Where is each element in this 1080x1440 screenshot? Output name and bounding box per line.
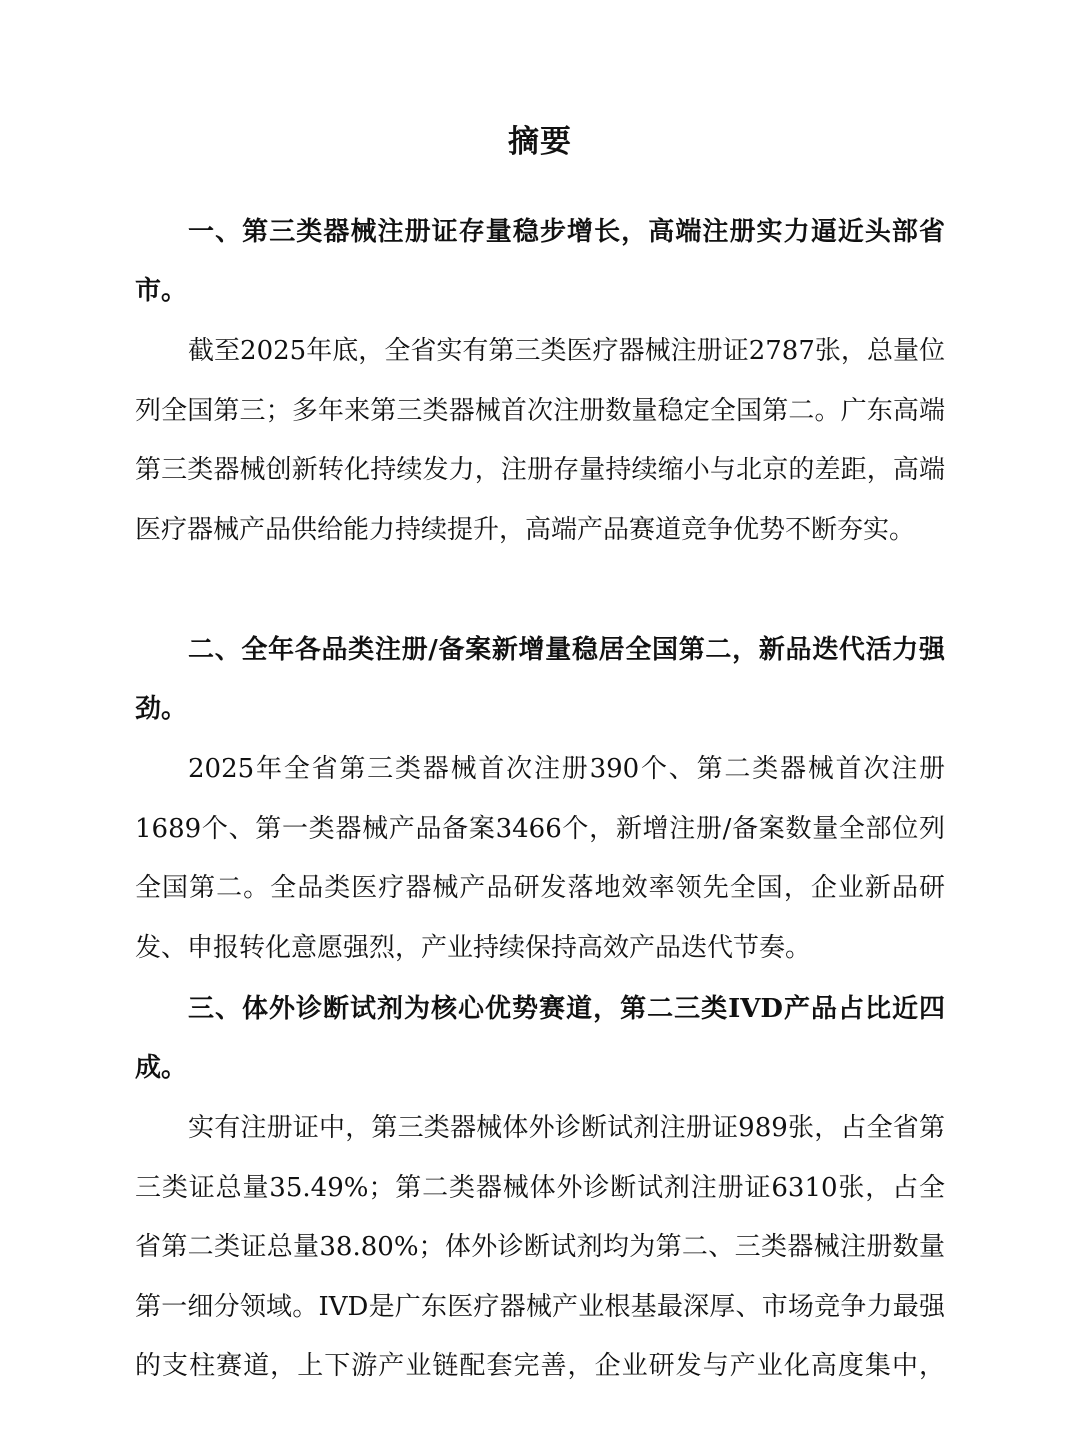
section-paragraph: 截至2025年底，全省实有第三类医疗器械注册证2787张，总量位列全国第三；多年来第三类器械首次注册数量稳定全国第二。广东高端第三类器械创新转化持续发力，注册存量持续缩小与北京的差距，高端医疗器械产品供给能力持续提升，高端产品赛道竞争优势不断夯实。: [135, 336, 945, 545]
section-3: [135, 980, 945, 1397]
page-title: 摘要: [508, 124, 572, 160]
section-paragraph: 实有注册证中，第三类器械体外诊断试剂注册证989张，占全省第三类证总量35.49%；第二类器械体外诊断试剂注册证6310张，占全省第二类证总量38.80%；体外诊断试剂均为第二、三类器械注册数量第一细分领域。IVD是广东医疗器械产业根基最深厚、市场竞争力最强的支柱赛道，上下游产业链配套完善，企业研发与产业化高度集中，: [135, 1113, 945, 1381]
section-heading: 三、体外诊断试剂为核心优势赛道，第二三类IVD产品占比近四成。: [135, 994, 945, 1083]
section-heading: 二、全年各品类注册/备案新增量稳居全国第二，新品迭代活力强劲。: [135, 635, 945, 724]
section-heading: 一、第三类器械注册证存量稳步增长，高端注册实力逼近头部省市。: [135, 217, 945, 306]
section-1: [135, 203, 945, 560]
section-paragraph: 2025年全省第三类器械首次注册390个、第二类器械首次注册1689个、第一类器械产品备案3466个，新增注册/备案数量全部位列全国第二。全品类医疗器械产品研发落地效率领先全国，企业新品研发、申报转化意愿强烈，产业持续保持高效产品迭代节奏。: [135, 754, 945, 963]
section-2: [135, 621, 945, 978]
